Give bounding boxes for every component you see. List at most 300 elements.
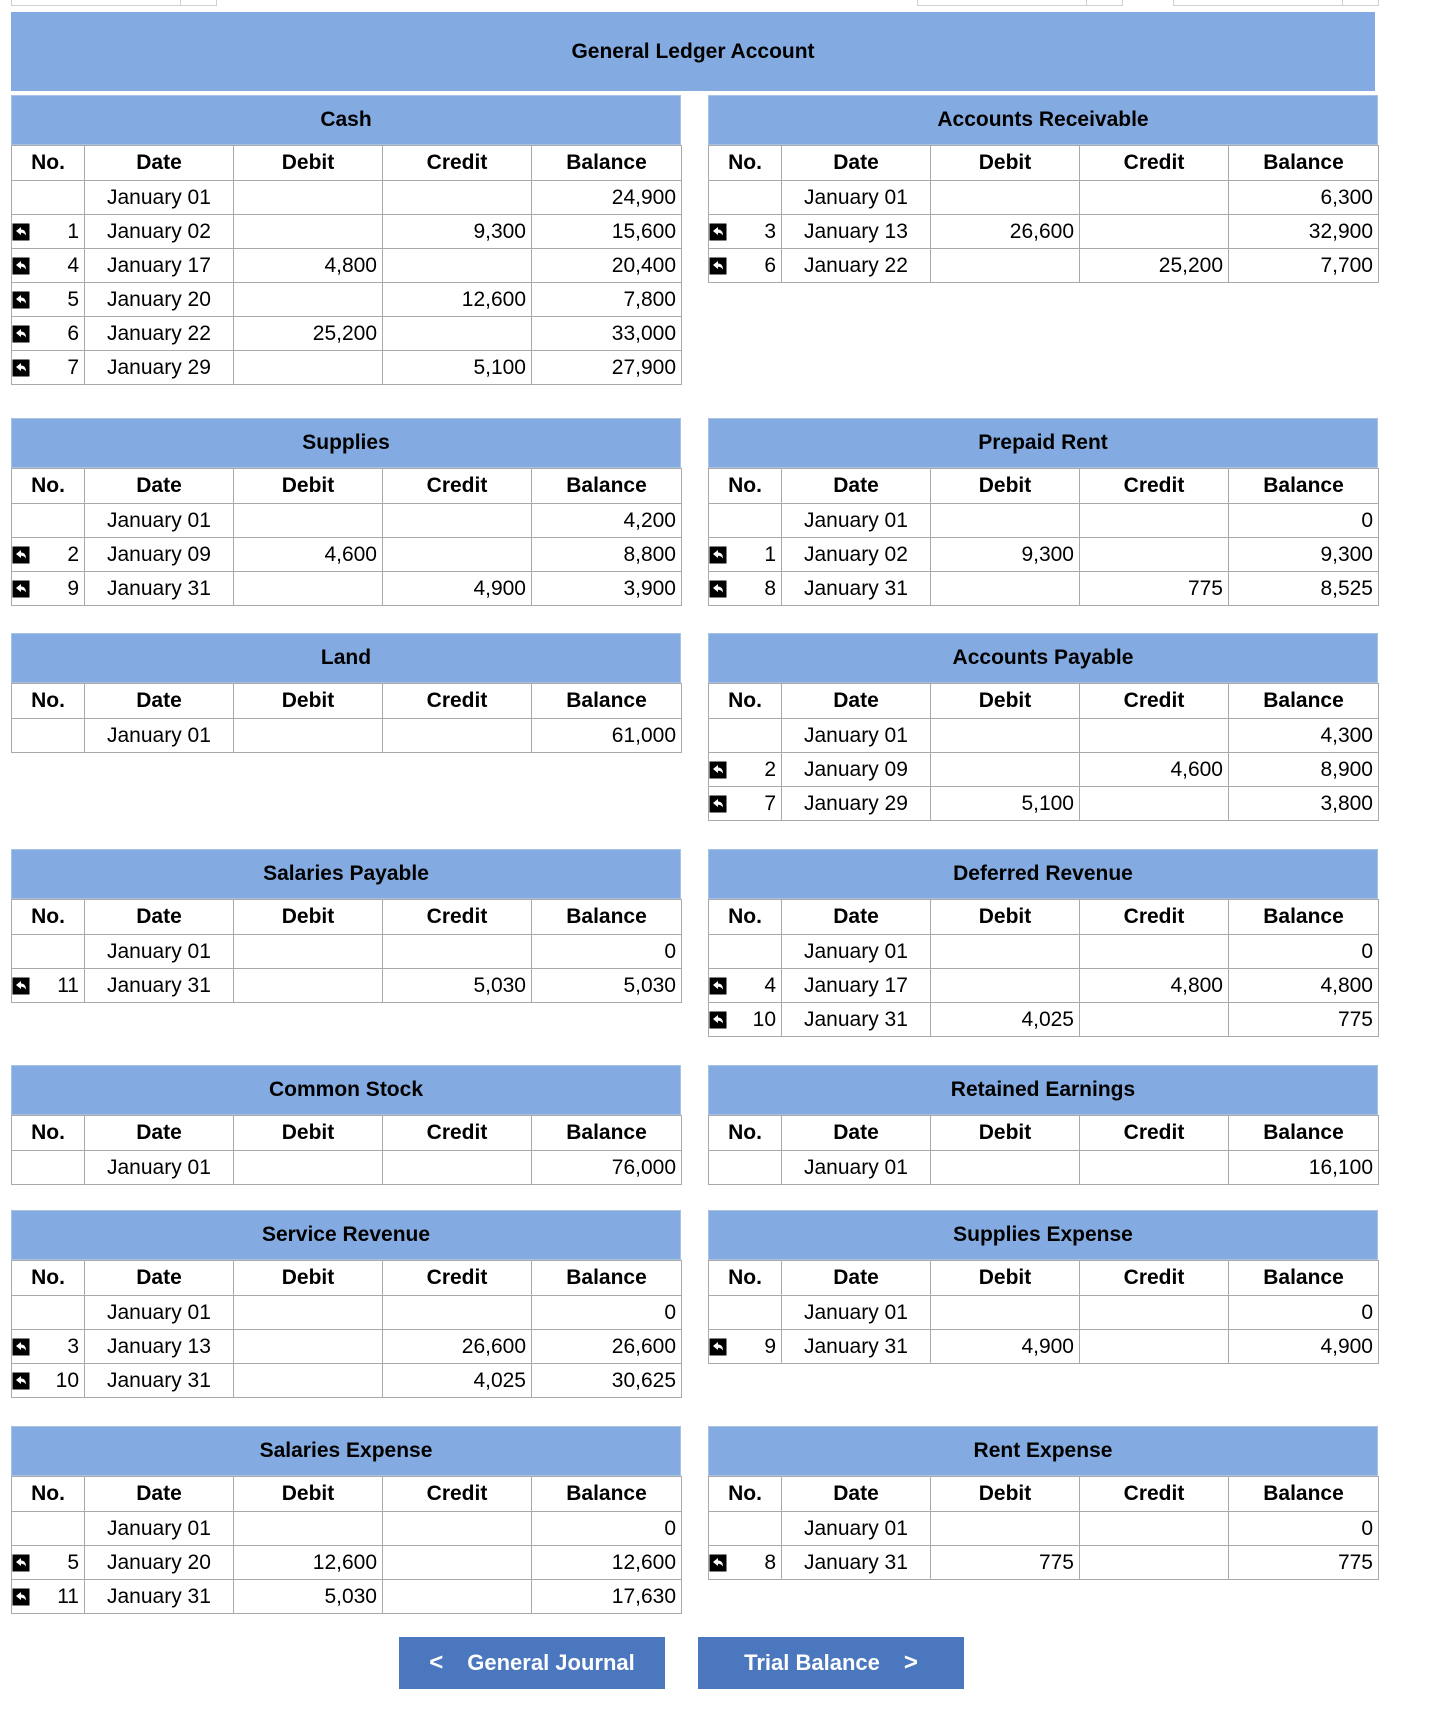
header-row — [709, 684, 1379, 719]
entry-number-cell — [12, 1364, 85, 1398]
credit-cell — [383, 538, 532, 572]
table-row — [12, 1330, 682, 1364]
col-header-no: No. — [709, 146, 782, 181]
balance-cell: 61,000 — [532, 719, 682, 753]
account-table — [708, 468, 1379, 606]
entry-number-cell — [709, 753, 782, 787]
balance-cell: 0 — [532, 935, 682, 969]
credit-cell — [383, 935, 532, 969]
account-title: Deferred Revenue — [708, 849, 1378, 899]
entry-number-cell — [12, 215, 85, 249]
col-header-no: No. — [12, 146, 85, 181]
account-common-stock — [11, 1065, 681, 1185]
entry-number: 6 — [67, 321, 79, 345]
debit-cell — [931, 719, 1080, 753]
account-prepaid-rent — [708, 418, 1378, 606]
credit-cell — [1080, 1151, 1229, 1185]
header-row — [12, 1116, 682, 1151]
col-header-debit: Debit — [234, 900, 383, 935]
balance-cell: 12,600 — [532, 1546, 682, 1580]
table-row — [709, 572, 1379, 606]
col-header-no: No. — [709, 1477, 782, 1512]
credit-cell — [1080, 215, 1229, 249]
col-header-no: No. — [12, 469, 85, 504]
credit-cell — [383, 1151, 532, 1185]
header-row — [709, 469, 1379, 504]
account-table — [708, 899, 1379, 1037]
account-table — [11, 145, 682, 385]
date-cell: January 01 — [85, 1151, 234, 1185]
return-arrow-icon[interactable] — [709, 580, 727, 598]
balance-cell: 0 — [1229, 504, 1379, 538]
entry-number: 2 — [764, 757, 776, 781]
general-journal-button[interactable] — [399, 1637, 665, 1689]
date-cell: January 01 — [782, 504, 931, 538]
credit-cell — [383, 1296, 532, 1330]
entry-number-cell — [12, 719, 85, 753]
balance-cell: 15,600 — [532, 215, 682, 249]
return-arrow-icon[interactable] — [12, 546, 30, 564]
credit-cell — [1080, 504, 1229, 538]
entry-number-cell — [709, 1151, 782, 1185]
debit-cell — [931, 181, 1080, 215]
col-header-no: No. — [12, 1116, 85, 1151]
entry-number: 5 — [67, 1550, 79, 1574]
table-row — [12, 969, 682, 1003]
return-arrow-icon[interactable] — [709, 1338, 727, 1356]
balance-cell: 4,800 — [1229, 969, 1379, 1003]
credit-cell — [383, 317, 532, 351]
col-header-date: Date — [782, 1116, 931, 1151]
col-header-date: Date — [85, 1261, 234, 1296]
col-header-balance: Balance — [1229, 1477, 1379, 1512]
debit-cell — [234, 181, 383, 215]
date-cell: January 17 — [85, 249, 234, 283]
return-arrow-icon[interactable] — [12, 977, 30, 995]
balance-cell: 16,100 — [1229, 1151, 1379, 1185]
account-table — [11, 899, 682, 1003]
credit-cell — [383, 504, 532, 538]
debit-cell — [234, 215, 383, 249]
balance-cell: 6,300 — [1229, 181, 1379, 215]
col-header-no: No. — [12, 684, 85, 719]
table-row — [12, 719, 682, 753]
debit-cell — [234, 969, 383, 1003]
col-header-credit: Credit — [1080, 146, 1229, 181]
account-title: Cash — [11, 95, 681, 145]
debit-cell — [931, 1151, 1080, 1185]
col-header-date: Date — [85, 1116, 234, 1151]
debit-cell — [234, 1296, 383, 1330]
return-arrow-icon[interactable] — [709, 977, 727, 995]
return-arrow-icon[interactable] — [709, 1554, 727, 1572]
col-header-balance: Balance — [1229, 146, 1379, 181]
debit-cell — [931, 572, 1080, 606]
table-row — [709, 249, 1379, 283]
debit-cell: 4,025 — [931, 1003, 1080, 1037]
col-header-credit: Credit — [383, 1116, 532, 1151]
entry-number: 11 — [57, 1584, 79, 1608]
debit-cell — [931, 1512, 1080, 1546]
col-header-debit: Debit — [234, 1116, 383, 1151]
debit-cell — [234, 283, 383, 317]
credit-cell: 4,025 — [383, 1364, 532, 1398]
debit-cell — [931, 249, 1080, 283]
col-header-credit: Credit — [1080, 684, 1229, 719]
balance-cell: 5,030 — [532, 969, 682, 1003]
entry-number-cell — [12, 1546, 85, 1580]
credit-cell: 775 — [1080, 572, 1229, 606]
debit-cell: 4,800 — [234, 249, 383, 283]
balance-cell: 4,200 — [532, 504, 682, 538]
entry-number-cell — [12, 351, 85, 385]
header-row — [709, 1116, 1379, 1151]
return-arrow-icon[interactable] — [12, 291, 30, 309]
col-header-debit: Debit — [234, 469, 383, 504]
col-header-balance: Balance — [532, 900, 682, 935]
table-row — [709, 935, 1379, 969]
debit-cell — [234, 1512, 383, 1546]
credit-cell: 9,300 — [383, 215, 532, 249]
account-supplies — [11, 418, 681, 606]
date-cell: January 20 — [85, 1546, 234, 1580]
entry-number-cell — [709, 538, 782, 572]
col-header-date: Date — [782, 146, 931, 181]
entry-number-cell — [12, 1151, 85, 1185]
header-row — [12, 1477, 682, 1512]
table-row — [12, 1364, 682, 1398]
table-row — [709, 1330, 1379, 1364]
entry-number-cell — [12, 504, 85, 538]
entry-number-cell — [12, 1296, 85, 1330]
col-header-no: No. — [709, 900, 782, 935]
col-header-debit: Debit — [931, 1116, 1080, 1151]
account-rent-expense — [708, 1426, 1378, 1580]
date-cell: January 13 — [782, 215, 931, 249]
table-row — [709, 969, 1379, 1003]
date-cell: January 31 — [782, 572, 931, 606]
col-header-credit: Credit — [1080, 1116, 1229, 1151]
return-arrow-icon[interactable] — [12, 359, 30, 377]
col-header-debit: Debit — [234, 684, 383, 719]
entry-number: 4 — [764, 973, 776, 997]
top-select-right[interactable] — [1173, 0, 1379, 6]
entry-number: 6 — [764, 253, 776, 277]
entry-number: 10 — [752, 1007, 776, 1031]
date-cell: January 01 — [85, 1512, 234, 1546]
balance-cell: 7,800 — [532, 283, 682, 317]
col-header-debit: Debit — [931, 684, 1080, 719]
return-arrow-icon[interactable] — [12, 1554, 30, 1572]
return-arrow-icon[interactable] — [12, 580, 30, 598]
entry-number-cell — [709, 572, 782, 606]
credit-cell: 12,600 — [383, 283, 532, 317]
entry-number-cell — [12, 935, 85, 969]
date-cell: January 01 — [782, 935, 931, 969]
col-header-balance: Balance — [532, 684, 682, 719]
account-title: Salaries Payable — [11, 849, 681, 899]
debit-cell — [234, 504, 383, 538]
credit-cell — [1080, 538, 1229, 572]
credit-cell — [383, 1546, 532, 1580]
entry-number-cell — [12, 572, 85, 606]
entry-number-cell — [12, 249, 85, 283]
debit-cell — [234, 1151, 383, 1185]
col-header-date: Date — [85, 146, 234, 181]
entry-number-cell — [709, 215, 782, 249]
date-cell: January 31 — [85, 1580, 234, 1614]
table-row — [12, 181, 682, 215]
return-arrow-icon[interactable] — [709, 761, 727, 779]
entry-number-cell — [12, 1330, 85, 1364]
col-header-credit: Credit — [383, 1261, 532, 1296]
date-cell: January 22 — [782, 249, 931, 283]
entry-number-cell — [12, 283, 85, 317]
credit-cell — [1080, 1003, 1229, 1037]
account-table — [11, 468, 682, 606]
col-header-no: No. — [709, 469, 782, 504]
account-accounts-payable — [708, 633, 1378, 821]
col-header-balance: Balance — [532, 1261, 682, 1296]
debit-cell — [931, 753, 1080, 787]
date-cell: January 31 — [85, 572, 234, 606]
table-row — [709, 504, 1379, 538]
entry-number: 10 — [55, 1368, 79, 1392]
header-row — [12, 900, 682, 935]
entry-number: 3 — [764, 219, 776, 243]
account-table — [708, 683, 1379, 821]
return-arrow-icon[interactable] — [12, 223, 30, 241]
account-supplies-expense — [708, 1210, 1378, 1364]
debit-cell — [234, 572, 383, 606]
header-row — [12, 469, 682, 504]
balance-cell: 0 — [532, 1512, 682, 1546]
table-row — [12, 572, 682, 606]
account-table — [708, 1476, 1379, 1580]
balance-cell: 33,000 — [532, 317, 682, 351]
table-row — [709, 1512, 1379, 1546]
debit-cell — [234, 719, 383, 753]
date-cell: January 17 — [782, 969, 931, 1003]
account-table — [11, 1115, 682, 1185]
header-row — [12, 684, 682, 719]
balance-cell: 7,700 — [1229, 249, 1379, 283]
date-cell: January 22 — [85, 317, 234, 351]
chevron-right-icon: > — [903, 1649, 918, 1676]
debit-cell: 4,900 — [931, 1330, 1080, 1364]
date-cell: January 02 — [782, 538, 931, 572]
entry-number-cell — [709, 504, 782, 538]
date-cell: January 31 — [85, 969, 234, 1003]
col-header-balance: Balance — [1229, 469, 1379, 504]
col-header-date: Date — [782, 684, 931, 719]
col-header-date: Date — [782, 469, 931, 504]
account-title: Retained Earnings — [708, 1065, 1378, 1115]
header-row — [12, 1261, 682, 1296]
balance-cell: 0 — [532, 1296, 682, 1330]
account-land — [11, 633, 681, 753]
date-cell: January 01 — [782, 1296, 931, 1330]
debit-cell — [931, 935, 1080, 969]
debit-cell — [931, 1296, 1080, 1330]
col-header-debit: Debit — [234, 1261, 383, 1296]
debit-cell — [931, 969, 1080, 1003]
return-arrow-icon[interactable] — [12, 1372, 30, 1390]
col-header-credit: Credit — [1080, 900, 1229, 935]
credit-cell — [383, 719, 532, 753]
entry-number-cell — [709, 181, 782, 215]
entry-number-cell — [12, 538, 85, 572]
return-arrow-icon[interactable] — [12, 325, 30, 343]
table-row — [12, 1151, 682, 1185]
entry-number-cell — [709, 787, 782, 821]
return-arrow-icon[interactable] — [12, 1588, 30, 1606]
account-title: Supplies — [11, 418, 681, 468]
col-header-no: No. — [12, 1261, 85, 1296]
account-title: Land — [11, 633, 681, 683]
table-row — [709, 1546, 1379, 1580]
entry-number-cell — [709, 935, 782, 969]
balance-cell: 32,900 — [1229, 215, 1379, 249]
col-header-date: Date — [85, 469, 234, 504]
account-table — [11, 1476, 682, 1614]
entry-number-cell — [709, 719, 782, 753]
entry-number-cell — [709, 1296, 782, 1330]
credit-cell — [1080, 935, 1229, 969]
return-arrow-icon[interactable] — [709, 257, 727, 275]
col-header-date: Date — [85, 684, 234, 719]
account-retained-earnings — [708, 1065, 1378, 1185]
credit-cell: 5,100 — [383, 351, 532, 385]
balance-cell: 4,300 — [1229, 719, 1379, 753]
entry-number-cell — [709, 1546, 782, 1580]
col-header-debit: Debit — [931, 146, 1080, 181]
table-row — [709, 719, 1379, 753]
col-header-debit: Debit — [931, 1477, 1080, 1512]
col-header-credit: Credit — [1080, 1477, 1229, 1512]
header-row — [709, 146, 1379, 181]
trial-balance-button[interactable] — [698, 1637, 964, 1689]
col-header-balance: Balance — [532, 1477, 682, 1512]
top-select-left[interactable] — [11, 0, 217, 6]
credit-cell — [1080, 787, 1229, 821]
return-arrow-icon[interactable] — [709, 546, 727, 564]
table-row — [709, 1151, 1379, 1185]
entry-number: 8 — [764, 1550, 776, 1574]
header-row — [709, 900, 1379, 935]
entry-number-cell — [12, 969, 85, 1003]
col-header-credit: Credit — [1080, 469, 1229, 504]
account-table — [11, 1260, 682, 1398]
return-arrow-icon[interactable] — [12, 1338, 30, 1356]
trial-balance-label: Trial Balance — [744, 1650, 880, 1675]
table-row — [709, 181, 1379, 215]
col-header-credit: Credit — [383, 684, 532, 719]
entry-number: 7 — [67, 355, 79, 379]
entry-number: 9 — [67, 576, 79, 600]
date-cell: January 31 — [782, 1546, 931, 1580]
balance-cell: 30,625 — [532, 1364, 682, 1398]
debit-cell: 5,100 — [931, 787, 1080, 821]
entry-number-cell — [709, 1330, 782, 1364]
header-row — [12, 146, 682, 181]
balance-cell: 27,900 — [532, 351, 682, 385]
credit-cell: 5,030 — [383, 969, 532, 1003]
return-arrow-icon[interactable] — [709, 223, 727, 241]
return-arrow-icon[interactable] — [709, 795, 727, 813]
ledger-title: General Ledger Account — [11, 12, 1375, 91]
entry-number: 7 — [764, 791, 776, 815]
general-journal-label: General Journal — [467, 1650, 635, 1675]
balance-cell: 8,900 — [1229, 753, 1379, 787]
col-header-credit: Credit — [1080, 1261, 1229, 1296]
balance-cell: 17,630 — [532, 1580, 682, 1614]
balance-cell: 3,800 — [1229, 787, 1379, 821]
entry-number-cell — [709, 1003, 782, 1037]
account-title: Rent Expense — [708, 1426, 1378, 1476]
date-cell: January 01 — [782, 181, 931, 215]
header-row — [709, 1477, 1379, 1512]
debit-cell: 12,600 — [234, 1546, 383, 1580]
col-header-balance: Balance — [532, 146, 682, 181]
header-row — [709, 1261, 1379, 1296]
return-arrow-icon[interactable] — [709, 1011, 727, 1029]
account-accounts-receivable — [708, 95, 1378, 283]
account-table — [708, 145, 1379, 283]
credit-cell — [1080, 1512, 1229, 1546]
col-header-credit: Credit — [383, 146, 532, 181]
credit-cell — [383, 1512, 532, 1546]
col-header-no: No. — [709, 1116, 782, 1151]
date-cell: January 31 — [782, 1330, 931, 1364]
balance-cell: 8,800 — [532, 538, 682, 572]
date-cell: January 01 — [85, 504, 234, 538]
top-select-middle[interactable] — [917, 0, 1123, 6]
balance-cell: 3,900 — [532, 572, 682, 606]
debit-cell — [234, 351, 383, 385]
account-title: Common Stock — [11, 1065, 681, 1115]
balance-cell: 9,300 — [1229, 538, 1379, 572]
table-row — [12, 1296, 682, 1330]
entry-number-cell — [709, 969, 782, 1003]
balance-cell: 8,525 — [1229, 572, 1379, 606]
col-header-credit: Credit — [383, 469, 532, 504]
col-header-balance: Balance — [1229, 1116, 1379, 1151]
table-row — [12, 538, 682, 572]
credit-cell: 4,900 — [383, 572, 532, 606]
col-header-debit: Debit — [234, 146, 383, 181]
date-cell: January 01 — [782, 719, 931, 753]
col-header-no: No. — [709, 1261, 782, 1296]
table-row — [12, 249, 682, 283]
table-row — [12, 283, 682, 317]
entry-number-cell — [709, 249, 782, 283]
table-row — [709, 1296, 1379, 1330]
return-arrow-icon[interactable] — [12, 257, 30, 275]
account-table — [708, 1260, 1379, 1364]
account-salaries-payable — [11, 849, 681, 1003]
balance-cell: 20,400 — [532, 249, 682, 283]
col-header-date: Date — [782, 900, 931, 935]
table-row — [12, 1546, 682, 1580]
debit-cell: 9,300 — [931, 538, 1080, 572]
table-row — [12, 215, 682, 249]
table-row — [12, 351, 682, 385]
debit-cell: 775 — [931, 1546, 1080, 1580]
entry-number: 5 — [67, 287, 79, 311]
table-row — [709, 538, 1379, 572]
date-cell: January 01 — [85, 935, 234, 969]
